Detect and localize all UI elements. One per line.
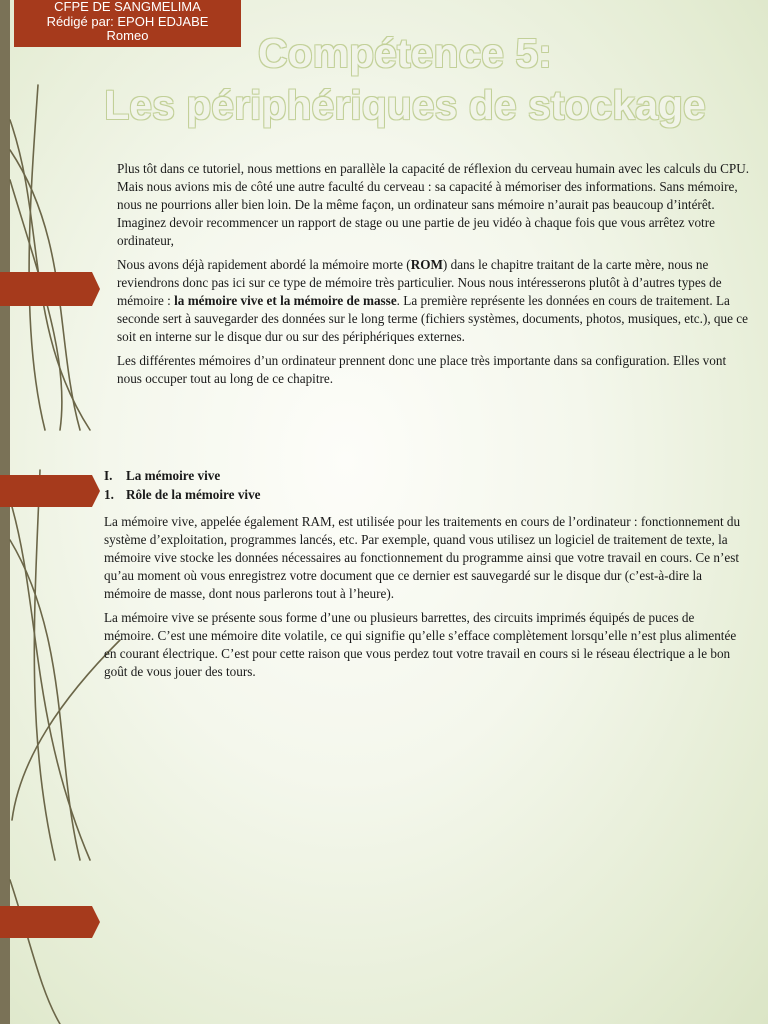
- section-paragraph-2: La mémoire vive se présente sous forme d’une ou plusieurs barrettes, des circuits imprimés équipés de puces de mémoire. C’est une mémoire dite volatile, ce qui signifie qu’elle s’efface complètement lorsqu’elle n’est plus alimentée en courant électrique. C’est pour cette raison que vous perdez tout votre travail en cours si le réseau électrique a le bon goût de vous jouer des tours.: [104, 610, 737, 679]
- arrow-marker-2: [0, 475, 100, 507]
- rom-term: ROM: [410, 257, 443, 272]
- section-heading-2: 1. Rôle de la mémoire vive: [104, 487, 261, 502]
- memory-types-term: la mémoire vive et la mémoire de masse: [174, 293, 397, 308]
- intro-block: [117, 160, 752, 394]
- author-line: Rédigé par: EPOH EDJABE: [46, 13, 209, 29]
- section-paragraph-1: La mémoire vive, appelée également RAM, est utilisée pour les traitements en cours de l’ordinateur : fonctionnement du système d’exploitation, programmes lancés, etc. Par exemple, quand vous utilisez un logiciel de traitement de texte, la mémoire vive stocke les données nécessaires au fonctionnement du programme ainsi que votre travail en cours. Ce n’est qu’au moment où vous enregistrez votre document que ce dernier est sauvegardé sur le disque dur (c’est-à-dire la mémoire de masse, dont nous parlerons tout à l’heure).: [104, 514, 741, 601]
- intro-paragraph-2: Nous avons déjà rapidement abordé la mémoire morte (ROM) dans le chapitre traitant de la carte mère, nous ne reviendrons donc pas ici sur ce type de mémoire très particulier. Nous nous intéresserons plutôt à d’autres types de mémoire : la mémoire vive et la mémoire de masse. La première représente les données en cours de traitement. La seconde sert à sauvegarder des données sur le long terme (fichiers systèmes, documents, photos, musiques, etc.), que ce soit en interne sur le disque dur ou sur des périphériques externes.: [117, 257, 748, 344]
- school-name: CFPE DE SANGMELIMA: [54, 0, 201, 14]
- section-heading-1: I. La mémoire vive: [104, 468, 221, 483]
- intro-paragraph-3: Les différentes mémoires d’un ordinateur prennent donc une place très importante dans sa configuration. Elles vont nous occuper tout au long de ce chapitre.: [117, 353, 727, 386]
- author-firstname: Romeo: [106, 28, 149, 43]
- arrow-marker-1: [0, 272, 100, 306]
- section-ram: [104, 466, 744, 687]
- page-title-line-2: Les périphériques de stockage: [104, 82, 706, 128]
- arrow-marker-3: [0, 906, 100, 938]
- intro-paragraph-1: Plus tôt dans ce tutoriel, nous mettions en parallèle la capacité de réflexion du cerveau humain avec les calculs du CPU. Mais nous avions mis de côté une autre faculté du cerveau : sa capacité à mémoriser des informations. Sans mémoire, nous ne pourrions aller bien loin. De la même façon, un ordinateur sans mémoire n’aurait pas beaucoup d’intérêt. Imaginez devoir recommencer un rapport de stage ou une partie de jeu vidéo à chaque fois que vous arrêtez votre ordinateur,: [117, 161, 750, 248]
- page-title-line-1: Compétence 5:: [258, 30, 552, 76]
